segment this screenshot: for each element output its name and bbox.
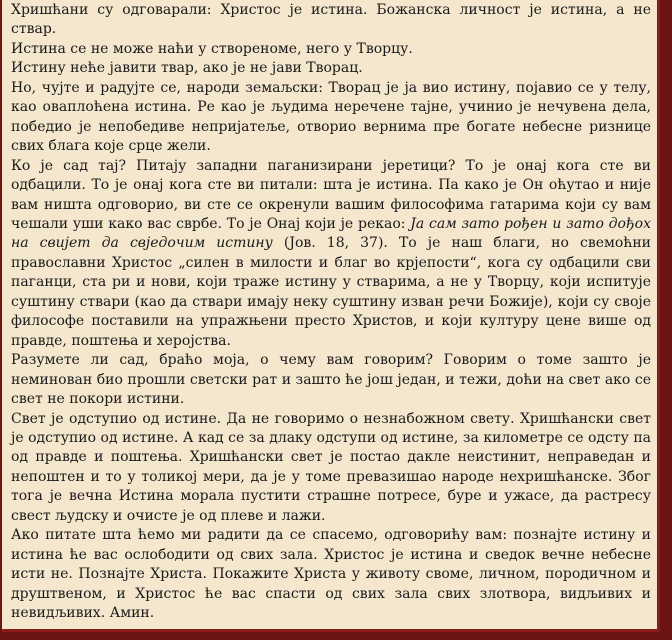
- document-text: [11, 1, 651, 624]
- text-run: Истину неће јавити твар, ако је не јави Творац.: [11, 60, 363, 77]
- text-run: Разумете ли сад, браћо моја, о чему вам говорим? Говорим о томе зашто је неминован био прошли светски рат и зашто ће још један, и тежи, доћи на свет ако се свет не покори истини.: [11, 352, 651, 408]
- scripture-quote: Ја сам зато рођен и зато дођох на свијет да свједочим истину: [11, 215, 652, 252]
- paragraph: [11, 526, 651, 623]
- text-run: Ко је сад тај? Питају западни паганизирани јеретици? То је онај кога сте ви одбацили. То је онај кога сте ви питали: шта је истина. Па како је Он оћутао и није вам ништа одговорио, ви сте се окренули вашим философима гатарима који су вам чешали уши како вас сврбе. То је Онај који је рекао:: [11, 157, 651, 232]
- paragraph: [11, 351, 651, 409]
- paragraph: [11, 40, 651, 59]
- paragraph: [11, 157, 651, 352]
- text-run: Хришћани су одговарали: Христос је истина. Божанска личност је истина, а не ствар.: [11, 2, 651, 38]
- paragraph: [11, 410, 651, 527]
- paragraph: [11, 79, 651, 157]
- paragraph: [11, 1, 651, 40]
- paragraph: [11, 59, 651, 78]
- document-page: [2, 0, 660, 632]
- text-run: Но, чујте и радујте се, народи земаљски: Творац је ја вио истину, појавио се у телу, као оваплоћена истина. Ре као је људима неречене тајне, учинио је нечувена дела, победио је непобедиве непријатеље, отворио вернима пре богате небесне ризнице свих блага које срце жели.: [11, 79, 651, 155]
- text-run: Ако питате шта ћемо ми радити да се спасемо, одговорићу вам: познајте истину и истина ће вас ослободити од свих зала. Христос је истина и сведок вечне небесне исти не. Познајте Христа. Покажите Христа у животу своме, личном, породичном и друштвеном, и Христос ће вас спасти од свих зала свих злотвора, видљивих и невидљивих. Амин.: [11, 527, 651, 622]
- text-run: (Јов. 18, 37). То је наш благи, но свемоћни православни Христос „силен в милости и благ во крјепости“, кога су одбацили сви паганци, ста ри и нови, који траже истину у стварима, а не у Творцу, који испитује суштину ствари (као да ствари имају неку суштину изван речи Божије), који су своје философе поставили на упражњени престо Христов, и који културу цене више од правде, поштења и херојства.: [11, 235, 651, 349]
- text-run: Свет је одступио од истине. Да не говоримо о незнабожном свету. Хришћански свет је одступио од истине. А кад се за длаку одступи од истине, за километре се одсту па од правде и поштења. Хришћански свет је постао дакле неистинит, неправедан и непоштен и то у толикој мери, да је у томе превазишао народе нехришћанске. Због тога је вечна Истина морала пустити страшне потресе, буре и ужасе, да растресу свест људску и очисте је од плеве и лажи.: [11, 410, 651, 524]
- text-run: Истина се не може наћи у створеноме, него у Творцу.: [11, 40, 413, 57]
